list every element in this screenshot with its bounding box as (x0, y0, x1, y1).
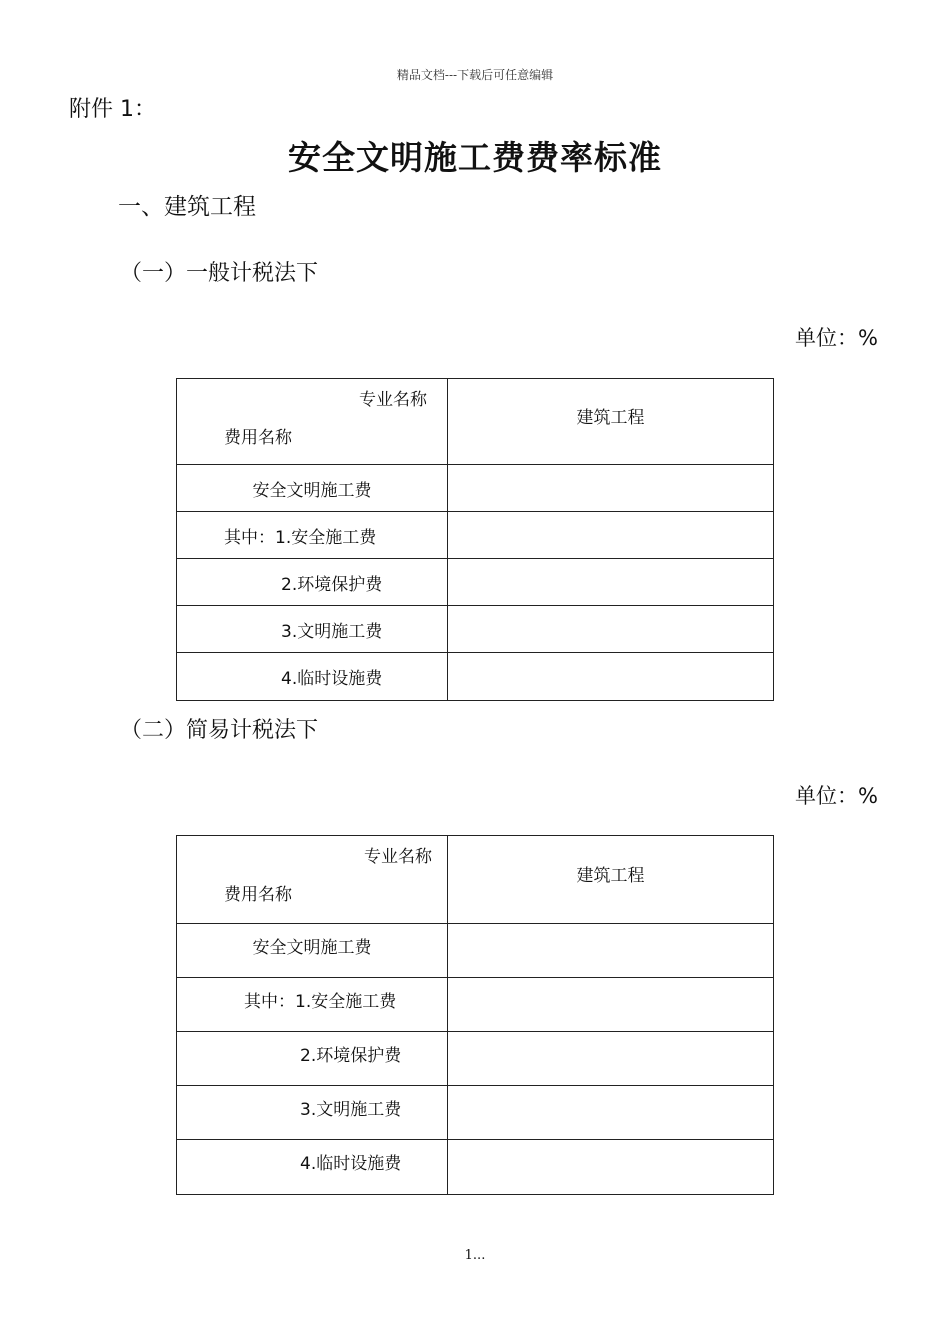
watermark-header: 精品文档---下载后可任意编辑 (396, 68, 554, 82)
part2-unit: 单位：% (795, 784, 878, 808)
page-number: 1... (464, 1248, 486, 1263)
row-label: 安全文明施工费 (177, 924, 448, 978)
row-label: 2.环境保护费 (177, 1032, 448, 1086)
column-header-construction: 建筑工程 (448, 836, 774, 924)
part2-heading: （二）简易计税法下 (120, 718, 319, 743)
header-specialty: 专业名称 (359, 390, 427, 410)
row-label: 4.临时设施费 (177, 653, 448, 701)
rate-cell[interactable] (448, 924, 774, 978)
rate-cell[interactable] (448, 653, 774, 701)
rate-cell[interactable] (448, 559, 774, 606)
header-specialty: 专业名称 (364, 847, 432, 867)
document-title: 安全文明施工费费率标准 (288, 138, 662, 177)
rate-cell[interactable] (448, 1140, 774, 1195)
row-label: 3.文明施工费 (177, 1086, 448, 1140)
part1-rate-table (176, 378, 774, 701)
rate-cell[interactable] (448, 465, 774, 512)
row-label: 4.临时设施费 (177, 1140, 448, 1195)
row-label: 2.环境保护费 (177, 559, 448, 606)
diagonal-header-cell (177, 379, 448, 465)
row-label: 其中：1.安全施工费 (177, 512, 448, 559)
part1-heading: （一）一般计税法下 (120, 261, 319, 286)
header-fee-name: 费用名称 (224, 428, 292, 448)
row-label: 安全文明施工费 (177, 465, 448, 512)
section-heading-construction: 一、建筑工程 (118, 194, 256, 220)
diagonal-header-cell (177, 836, 448, 924)
column-header-construction: 建筑工程 (448, 379, 774, 465)
rate-cell[interactable] (448, 1032, 774, 1086)
attachment-label: 附件 1： (69, 97, 156, 122)
row-label: 3.文明施工费 (177, 606, 448, 653)
rate-cell[interactable] (448, 512, 774, 559)
part1-unit: 单位：% (795, 326, 878, 350)
row-label: 其中：1.安全施工费 (177, 978, 448, 1032)
rate-cell[interactable] (448, 978, 774, 1032)
part2-rate-table (176, 835, 774, 1195)
rate-cell[interactable] (448, 1086, 774, 1140)
rate-cell[interactable] (448, 606, 774, 653)
header-fee-name: 费用名称 (224, 885, 292, 905)
